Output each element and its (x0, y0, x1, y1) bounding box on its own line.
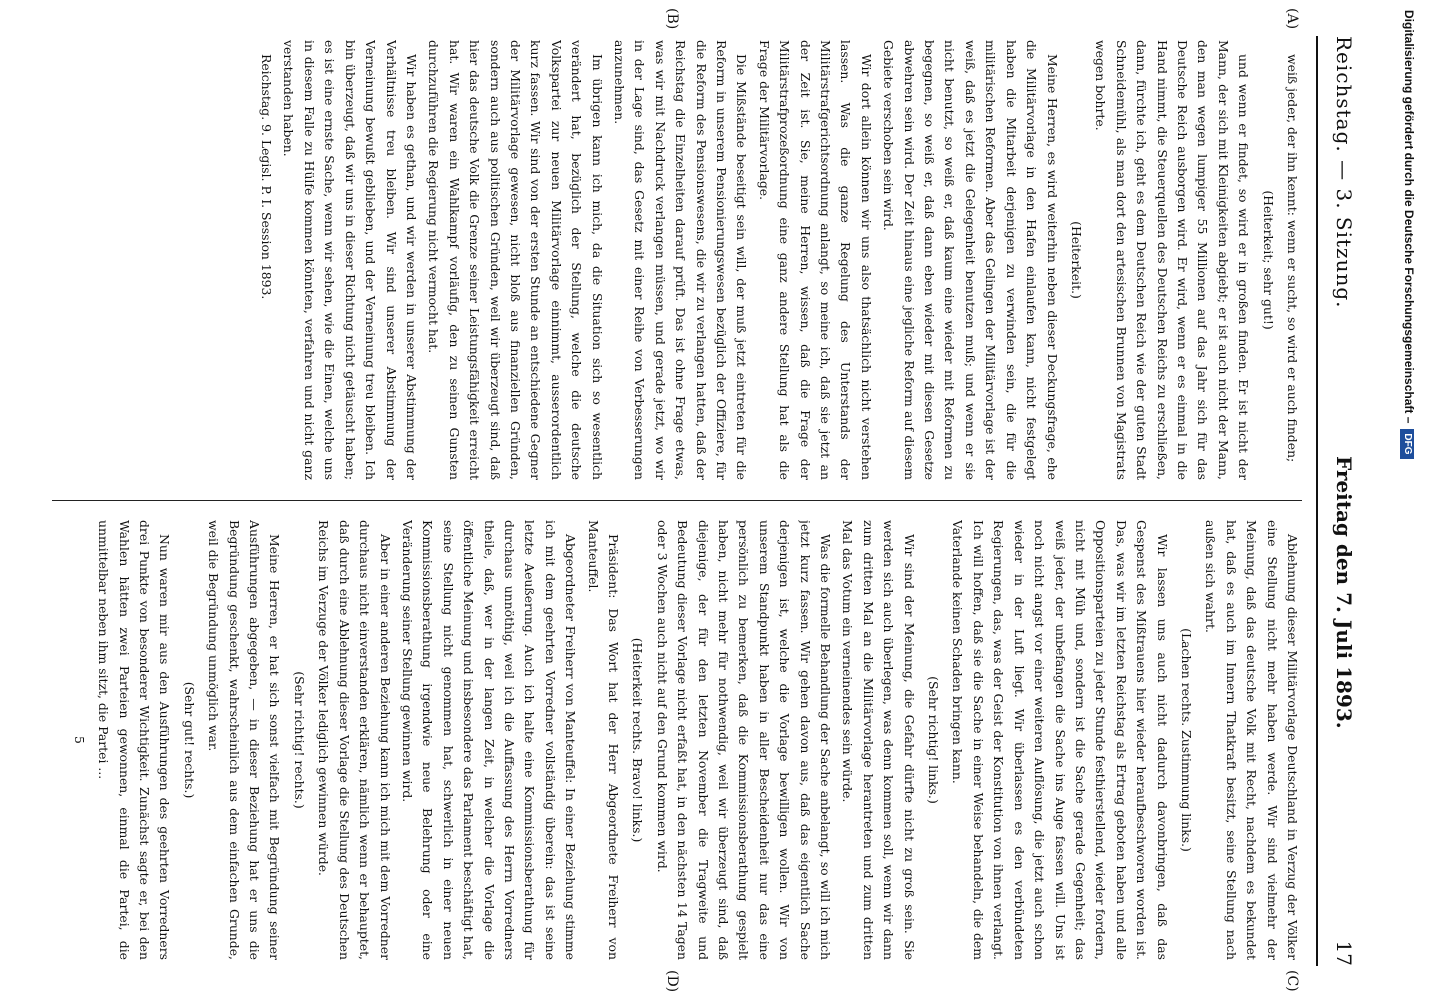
interjection: (Heiterkeit; sehr gut!) (1260, 190, 1276, 330)
paragraph: Was die formelle Behandlung der Sache anbelangt, so will ich mich jetzt kurz fassen. Wir gehen davon aus, daß das eigentlich Sache derjenigen ist, welche die Vorlage bewilligen wollen. Wir von unserem Standpunkt haben in aller Bescheidenheit nur das eine persönlich zu bemerken, daß die Kommissionsberathung gespielt haben, nicht mehr für nothwendig, weil wir überzeugt sind, daß diejenige, der für den letzten November die Tragweite und Bedeutung dieser Vorlage nicht erfaßt hat, in den nächsten 14 Tagen oder 3 Wochen auch nicht auf den Grund kommen wird. (654, 520, 834, 960)
paragraph: Wir lassen uns auch nicht dadurch davonbringen, daß das Gespenst des Mißtrauens hier wieder heraufbeschworen worden ist. Das, was wir im letzten Reichstag als Ertrag geboten haben und alle Oppositionsparteien zu jeder Stunde festhierstellend, wieder fordern, nicht mit Müh und, sondern ist die Sache gerade Gegenheit; das weiß jeder, der unbefangen die Sache ins Auge fassen will. Uns ist noch nicht angst vor einer weiteren Auflösung, die jetzt auch schon wieder in der Luft liegt. Wir überlassen es den verbündeten Regierungen, das, was der Geist der Konstitution von ihnen verlangt. Ich will hoffen, daß sie die Sache in einer Weise behandeln, die dem Vaterlande keinen Schaden bringen kann. (950, 520, 1170, 960)
paragraph: Meine Herren, er hat sich sonst vielfach mit Begründung seiner Ausführungen abgegeben, — in dieser Beziehung hat er uns die Begründung geschenkt, wahrscheinlich aus dem einfachen Grunde, weil die Begründung unmöglich war. (206, 520, 283, 960)
header-left: Reichstag. — 3. Sitzung. (1332, 36, 1356, 309)
interjection: 5 (71, 736, 87, 744)
interjection: (Heiterkeit rechts. Bravo! links.) (630, 637, 646, 843)
paragraph: Im übrigen kann ich mich, da die Situation sich so wesentlich verändert hat, bezüglich der Stellung, welche die deutsche Volkspartei zur neuen Militärvorlage einnimmt, ausserordentlich kurz fassen. Wir sind von der ersten Stunde an entschiedene Gegner der Militärvorlage gewesen, nicht bloß aus finanziellen Gründen, sondern auch aus politischen Gründen, weil wir überzeugt sind, daß hier das deutsche Volk die Grenze seiner Leistungsfähigkeit erreicht hat. Wir waren ein Wahlkampf vorläufig, den zu seinen Gunsten durchzuführen die Regierung nicht vermocht hat. (426, 40, 605, 480)
interjection: (Sehr richtig! rechts.) (291, 671, 307, 809)
paragraph: Wir dort allein können wir uns also thatsächlich nicht verstehen lassen. Was die ganze Regelung des Unterstands der Militärstrafgerichtsordnung anlangt, so meine ich, daß sie jetzt an der Zeit ist. Sie, meine Herren, wissen, daß die Frage der Militärstrafprozeßordnung eine ganz andere Stellung hat als die Frage der Militärvorlage. (756, 40, 874, 480)
text-column-left (52, 40, 1302, 480)
paragraph: Ablehnung dieser Militärvorlage Deutschland in Verzug der Völker eine Stellung nicht mehr haben werde. Wir sind vielmehr der Meinung, daß das deutsche Volk mit Recht, nachdem es bekundet hat, daß es auch im Innern Thatkraft besitzt, seine Stellung nach außen sich wahrt. (1203, 520, 1300, 960)
paragraph: Aber in einer anderen Beziehung kann ich mich mit dem Vorredner durchaus nicht einverstanden erklären, nämlich wenn er behauptet, daß durch eine Ablehnung dieser Vorlage die Stellung des Deutschen Reichs im Verzuge der Völker lediglich gewinnen würde. (316, 520, 393, 960)
paragraph: weiß jeder, der ihn kennt: wenn er sucht, so wird er auch finden; (1285, 54, 1300, 463)
interjection: (Lachen rechts. Zustimmung links.) (1178, 628, 1194, 852)
credit-text: Digitalisierung gefördert durch die Deutsche Forschungsgemeinschaft – (1402, 10, 1416, 424)
marker-d: (D) (664, 970, 680, 993)
paragraph: Abgeordneter Freiherr von Manteuffel: In einer Beziehung stimme ich mit dem geehrten Vorredner vollständig überein: das ist seine letzte Aeußerung. Auch ich halte eine Kommissionsberathung für durchaus unnöthig, weil ich die Auffassung des Herrn Vorredners theile, daß, wer in der langen Zeit, in welcher die Vorlage die öffentliche Meinung und insbesondere das Parlament beschäftigt hat, seine Stellung nicht genommen hat, schwerlich in einer neuen Kommissionsberathung irgendwie neue Belehrung oder eine Veränderung seiner Stellung gewinnen wird. (399, 520, 579, 960)
page-number: 17 (1332, 940, 1356, 966)
digitization-credit (1395, 10, 1423, 990)
paragraph: und wenn er findet, so wird er in großen finden. Er ist nicht der Mann, der sich mit Kleinigkeiten abgiebt; er ist auch nicht der Mann, den man wegen lumpiger 55 Millionen auf das Jahr sich für das Deutsche Reich ausborgen wird. Er wird, wenn er es einmal in die Hand nimmt, die Steuerquellen des Deutschen Reichs zu erschließen, dann, fürchte ich, geht es dem Deutschen Reich wie der guten Stadt Schneidemühl, als man dort den artesischen Brunnen von Magistrats wegen bohrte. (1093, 40, 1252, 480)
marker-c: (C) (1284, 970, 1300, 992)
paragraph: Reichstag. 9. Legisl. P. I. Session 1893. (259, 54, 275, 300)
paragraph: Nun waren mir aus den Ausführungen des geehrten Vorredners drei Punkte von besonderer Wichtigkeit. Zunächst sagte er, bei den Wahlen hätten zwei Parteien gewonnen, einmal die Partei, die unmittelbar neben ihm sitzt, die Partei ... (96, 520, 173, 960)
marker-a: (A) (1284, 8, 1300, 30)
dfg-logo: DFG (1400, 429, 1414, 458)
column-divider (52, 500, 1302, 501)
paragraph: Wir sind der Meinung, die Gefahr dürfte nicht zu groß sein. Sie werden sich auch überlegen, was denn kommen soll, wenn wir dann zum dritten Mal an die Militärvorlage herantreten und zum dritten Mal das Votum ein verneinendes sein würde. (840, 520, 917, 960)
header-date: Freitag den 7. Juli 1893. (1332, 456, 1356, 729)
page-header (1316, 36, 1362, 966)
paragraph: Meine Herren, es wird weiterhin neben dieser Deckungsfrage, ehe die Militärvorlage in den Hafen einlaufen kann, nicht festgelegt haben die Mitarbeit derjenigen zu verwinden sein, die für die militärischen Reformen. Aber das Gelingen der Militärvorlage ist der weiß, daß es jetzt die Gelegenheit benutzen muß; und wenn er sie nicht benutzt, so weiß er, daß kaum eine wieder mit Reformen zu begegnen, so weiß er, daß dann eben wieder mit diesen Gesetze abwehren sein wird. Der Zeit hinaus eine jegliche Reform auf diesem Gebiete verschoben sein wird. (881, 40, 1060, 480)
paragraph: Wir haben es gethan, und wir werden in unserer Abstimmung der Verhältnisse treu bleiben. Wir sind unserer Abstimmung der Verneinung bewußt geblieben, und der Verneinung treu bleiben. Ich bin überzeugt, daß wir uns in dieser Richtung nicht getäuscht haben; es ist eine ernste Sache, wenn wir sehen, wie die Einen, welche uns in diesem Falle zu Hülfe kommen könnten, verfahren und nicht ganz verstanden haben. (281, 40, 419, 480)
interjection: (Sehr richtig! links.) (926, 676, 942, 804)
interjection: (Sehr gut! rechts.) (181, 681, 197, 799)
paragraph: Präsident: Das Wort hat der Herr Abgeordnete Freiherr von Manteuffel. (585, 520, 621, 960)
text-column-right (52, 520, 1302, 960)
interjection: (Heiterkeit.) (1068, 221, 1084, 299)
paragraph: Die Mißstände beseitigt sein will, der muß jetzt eintreten für die Reform in unserem Pensionierungswesen bezüglich der Offiziere, für die Reform des Pensionswesens, die wir zu verlangen hatten, daß der Reichstag die Einzelheiten darauf prüft. Das ist ohne Frage etwas, was wir mit Nachdruck verlangen müssen, und gerade jetzt, wo wir in der Lage sind, das Gesetz mit einer Reihe von Verbesserungen anzunehmen. (612, 40, 750, 480)
marker-b: (B) (664, 8, 680, 30)
